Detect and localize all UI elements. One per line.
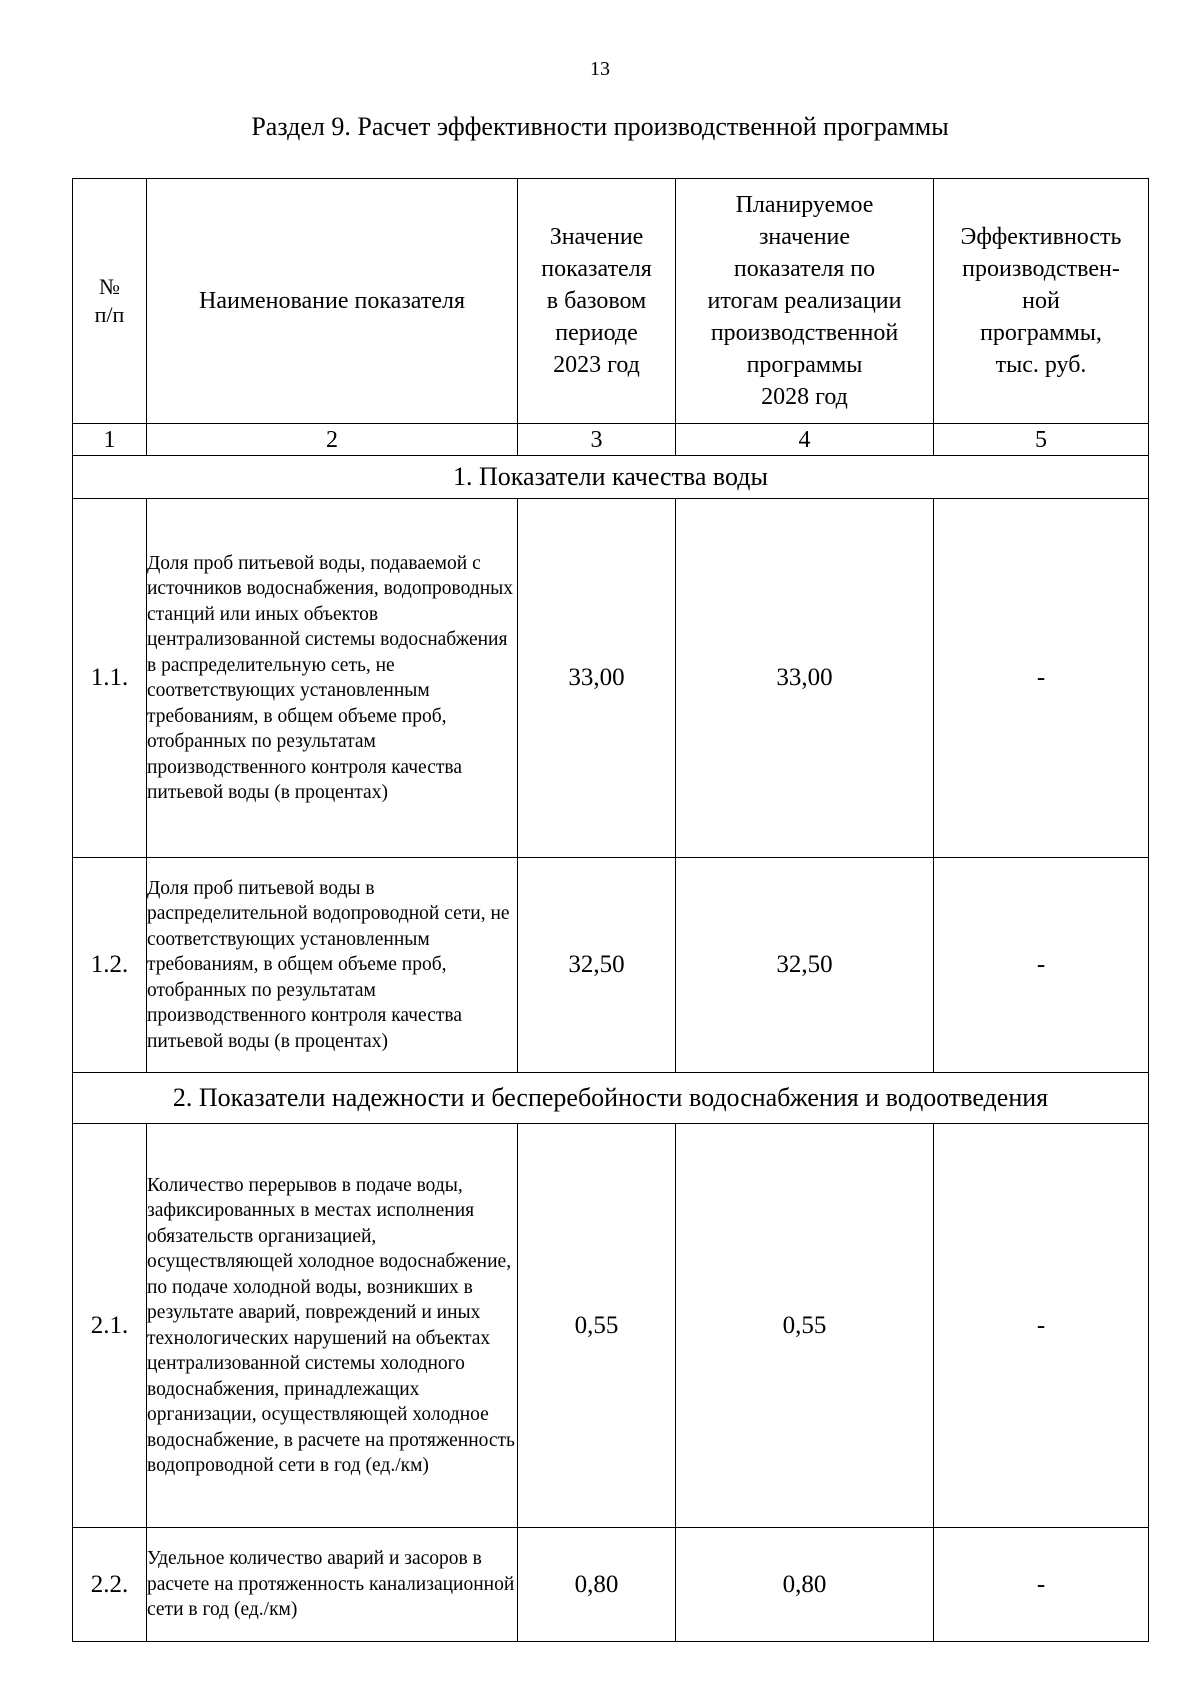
row-number: 1.2. [73, 858, 147, 1073]
planned-value: 32,50 [676, 858, 934, 1073]
header-cell-name: Наименование показателя [147, 179, 518, 424]
column-number-cell: 3 [518, 424, 676, 456]
column-number-cell: 4 [676, 424, 934, 456]
header-cell-base-value: Значение показателя в базовом периоде 2023 год [518, 179, 676, 424]
base-value: 32,50 [518, 858, 676, 1073]
base-value: 33,00 [518, 499, 676, 858]
planned-value: 33,00 [676, 499, 934, 858]
efficiency-value: - [934, 499, 1149, 858]
section-heading-row [73, 456, 1149, 499]
section-title: Раздел 9. Расчет эффективности производственной программы [251, 112, 949, 141]
page-number: 13 [590, 58, 610, 80]
indicator-name: Доля проб питьевой воды в распределительной водопроводной сети, не соответствующих установленным требованиям, в общем объеме проб, отобранных по результатам производственного контроля качества питьевой воды (в процентах) [147, 858, 518, 1073]
table-row [73, 1124, 1149, 1528]
indicator-name: Удельное количество аварий и засоров в расчете на протяженность канализационной сети в год (ед./км) [147, 1528, 518, 1642]
header-cell-planned-value: Планируемое значение показателя по итогам реализации производственной программы 2028 год [676, 179, 934, 424]
indicator-name: Количество перерывов в подаче воды, зафиксированных в местах исполнения обязательств организацией, осуществляющей холодное водоснабжение, по подаче холодной воды, возникших в результате аварий, повреждений и иных технологических нарушений на объектах централизованной системы холодного водоснабжения, принадлежащих организации, осуществляющей холодное водоснабжение, в расчете на протяженность водопроводной сети в год (ед./км) [147, 1124, 518, 1528]
header-cell-efficiency: Эффективность производствен- ной программы, тыс. руб. [934, 179, 1149, 424]
row-number: 2.1. [73, 1124, 147, 1528]
column-number-cell: 5 [934, 424, 1149, 456]
column-number-row [73, 424, 1149, 456]
efficiency-value: - [934, 858, 1149, 1073]
table-header-row [73, 179, 1149, 424]
efficiency-table [72, 178, 1149, 1642]
table-row [73, 499, 1149, 858]
section-heading: 1. Показатели качества воды [73, 456, 1149, 499]
indicator-name: Доля проб питьевой воды, подаваемой с источников водоснабжения, водопроводных станций или иных объектов централизованной системы водоснабжения в распределительную сеть, не соответствующих установленным требованиям, в общем объеме проб, отобранных по результатам производственного контроля качества питьевой воды (в процентах) [147, 499, 518, 858]
efficiency-value: - [934, 1528, 1149, 1642]
base-value: 0,80 [518, 1528, 676, 1642]
planned-value: 0,55 [676, 1124, 934, 1528]
section-heading: 2. Показатели надежности и бесперебойности водоснабжения и водоотведения [73, 1073, 1149, 1124]
column-number-cell: 2 [147, 424, 518, 456]
table-row [73, 858, 1149, 1073]
base-value: 0,55 [518, 1124, 676, 1528]
column-number-cell: 1 [73, 424, 147, 456]
efficiency-value: - [934, 1124, 1149, 1528]
header-cell-number: № п/п [73, 179, 147, 424]
section-heading-row [73, 1073, 1149, 1124]
table-row [73, 1528, 1149, 1642]
row-number: 1.1. [73, 499, 147, 858]
planned-value: 0,80 [676, 1528, 934, 1642]
row-number: 2.2. [73, 1528, 147, 1642]
